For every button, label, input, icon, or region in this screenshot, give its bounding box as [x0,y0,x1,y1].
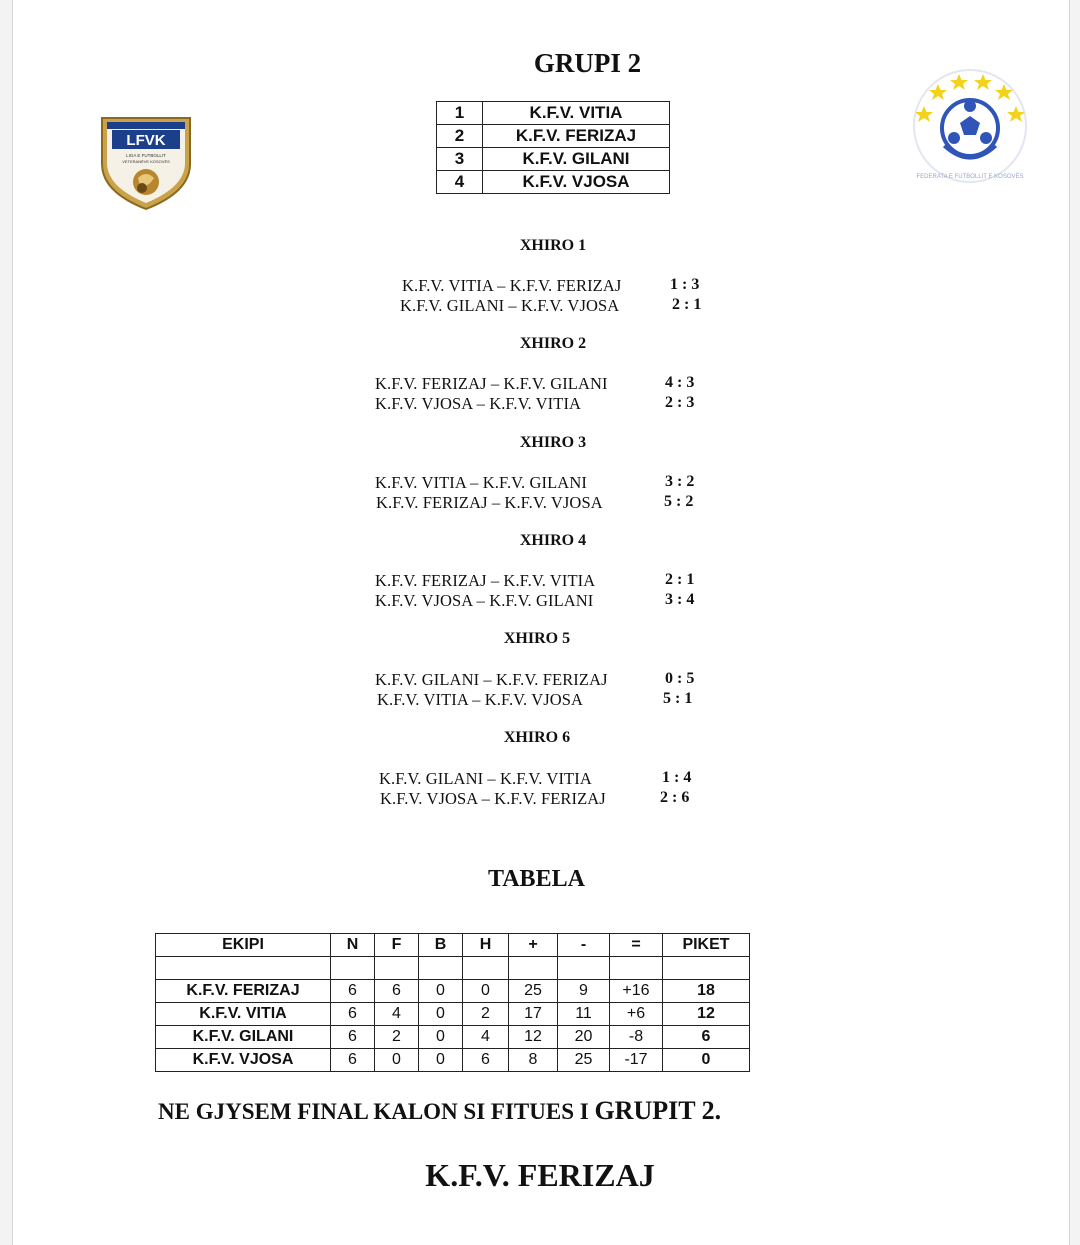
match-teams: K.F.V. VJOSA – K.F.V. VITIA [375,394,582,413]
stat-cell: 20 [558,1026,610,1049]
empty-cell [375,957,419,980]
empty-cell [663,957,750,980]
round-label: XHIRO 6 [503,729,571,746]
stat-cell: 6 [663,1026,750,1049]
table-row [156,1003,750,1026]
group-team-number: 2 [437,125,483,148]
team-name-cell: K.F.V. VJOSA [156,1049,331,1072]
empty-cell [463,957,509,980]
column-header: N [331,934,375,957]
group-winner: K.F.V. FERIZAJ [425,1157,655,1193]
stat-cell: +6 [610,1003,663,1026]
stat-cell: -8 [610,1026,663,1049]
stat-cell: 11 [558,1003,610,1026]
column-header: PIKET [663,934,750,957]
svg-text:VETERANËVE KOSOVËS: VETERANËVE KOSOVËS [122,159,170,164]
match-teams: K.F.V. GILANI – K.F.V. FERIZAJ [375,670,608,689]
stat-cell: 2 [375,1026,419,1049]
group-team-row [437,148,670,171]
stat-cell: 6 [463,1049,509,1072]
group-team-row [437,125,670,148]
group-team-number: 1 [437,102,483,125]
stat-cell: 0 [419,980,463,1003]
round-label: XHIRO 5 [503,630,571,647]
column-header: - [558,934,610,957]
qualification-note [158,1096,721,1126]
empty-cell [419,957,463,980]
match-score: 2 : 1 [672,296,702,313]
group-team-row [437,102,670,125]
match-score: 2 : 3 [665,394,695,411]
match-teams: K.F.V. VITIA – K.F.V. GILANI [375,473,587,492]
stat-cell: 12 [663,1003,750,1026]
stat-cell: -17 [610,1049,663,1072]
qualification-note-text: NE GJYSEM FINAL KALON SI FITUES I [158,1099,595,1124]
column-header: EKIPI [156,934,331,957]
round-label: XHIRO 3 [519,434,587,451]
match-teams: K.F.V. VITIA – K.F.V. FERIZAJ [402,276,622,295]
stat-cell: 18 [663,980,750,1003]
match-score: 5 : 1 [663,690,693,707]
group-teams-table [436,101,670,194]
group-team-name: K.F.V. GILANI [483,148,670,171]
lfvk-acronym: LFVK [126,132,166,149]
stat-cell: 25 [509,980,558,1003]
page-title: GRUPI 2 [533,48,642,78]
team-name-cell: K.F.V. VITIA [156,1003,331,1026]
column-header: = [610,934,663,957]
stat-cell: 8 [509,1049,558,1072]
stat-cell: 4 [463,1026,509,1049]
stat-cell: 6 [331,1003,375,1026]
match-score: 2 : 6 [660,789,690,806]
round-label: XHIRO 4 [519,532,587,549]
match-teams: K.F.V. VITIA – K.F.V. VJOSA [377,690,584,709]
stat-cell: 6 [375,980,419,1003]
team-name-cell: K.F.V. FERIZAJ [156,980,331,1003]
empty-cell [558,957,610,980]
match-teams: K.F.V. FERIZAJ – K.F.V. VJOSA [376,493,603,512]
empty-cell [509,957,558,980]
empty-cell [610,957,663,980]
ffk-logo [904,66,1034,188]
match-score: 3 : 4 [665,591,695,608]
stat-cell: +16 [610,980,663,1003]
stat-cell: 9 [558,980,610,1003]
group-team-name: K.F.V. VJOSA [483,171,670,194]
group-team-number: 4 [437,171,483,194]
match-score: 2 : 1 [665,571,695,588]
table-row [156,1026,750,1049]
match-teams: K.F.V. GILANI – K.F.V. VJOSA [400,296,620,315]
table-title: TABELA [488,866,585,892]
group-team-row [437,171,670,194]
match-score: 0 : 5 [665,670,695,687]
team-name-cell: K.F.V. GILANI [156,1026,331,1049]
stat-cell: 0 [375,1049,419,1072]
match-score: 4 : 3 [665,374,695,391]
stat-cell: 17 [509,1003,558,1026]
match-teams: K.F.V. GILANI – K.F.V. VITIA [379,769,592,788]
round-label: XHIRO 1 [519,237,587,254]
match-teams: K.F.V. VJOSA – K.F.V. GILANI [375,591,594,610]
stat-cell: 2 [463,1003,509,1026]
stat-cell: 0 [419,1049,463,1072]
stat-cell: 12 [509,1026,558,1049]
qualification-note-group: GRUPIT 2. [594,1096,722,1125]
column-header: F [375,934,419,957]
table-header-row [156,934,750,957]
stat-cell: 0 [419,1003,463,1026]
match-score: 1 : 3 [670,276,700,293]
stat-cell: 6 [331,1026,375,1049]
lfvk-logo [98,112,194,212]
empty-cell [156,957,331,980]
stat-cell: 25 [558,1049,610,1072]
match-teams: K.F.V. VJOSA – K.F.V. FERIZAJ [380,789,606,808]
stat-cell: 6 [331,980,375,1003]
column-header: H [463,934,509,957]
match-score: 5 : 2 [664,493,694,510]
standings-table [155,933,750,1072]
svg-text:FEDERATA E FUTBOLLIT E KOSOVËS: FEDERATA E FUTBOLLIT E KOSOVËS [916,174,1024,180]
match-teams: K.F.V. FERIZAJ – K.F.V. GILANI [375,374,608,393]
match-score: 1 : 4 [662,769,692,786]
stat-cell: 6 [331,1049,375,1072]
stat-cell: 0 [663,1049,750,1072]
stat-cell: 0 [463,980,509,1003]
table-row [156,980,750,1003]
group-team-name: K.F.V. FERIZAJ [483,125,670,148]
svg-text:LIGA E FUTBOLLIT: LIGA E FUTBOLLIT [126,153,166,158]
empty-cell [331,957,375,980]
match-score: 3 : 2 [665,473,695,490]
stat-cell: 4 [375,1003,419,1026]
column-header: B [419,934,463,957]
round-label: XHIRO 2 [519,335,587,352]
group-team-number: 3 [437,148,483,171]
stat-cell: 0 [419,1026,463,1049]
table-empty-row [156,957,750,980]
table-row [156,1049,750,1072]
column-header: + [509,934,558,957]
group-team-name: K.F.V. VITIA [483,102,670,125]
match-teams: K.F.V. FERIZAJ – K.F.V. VITIA [375,571,596,590]
